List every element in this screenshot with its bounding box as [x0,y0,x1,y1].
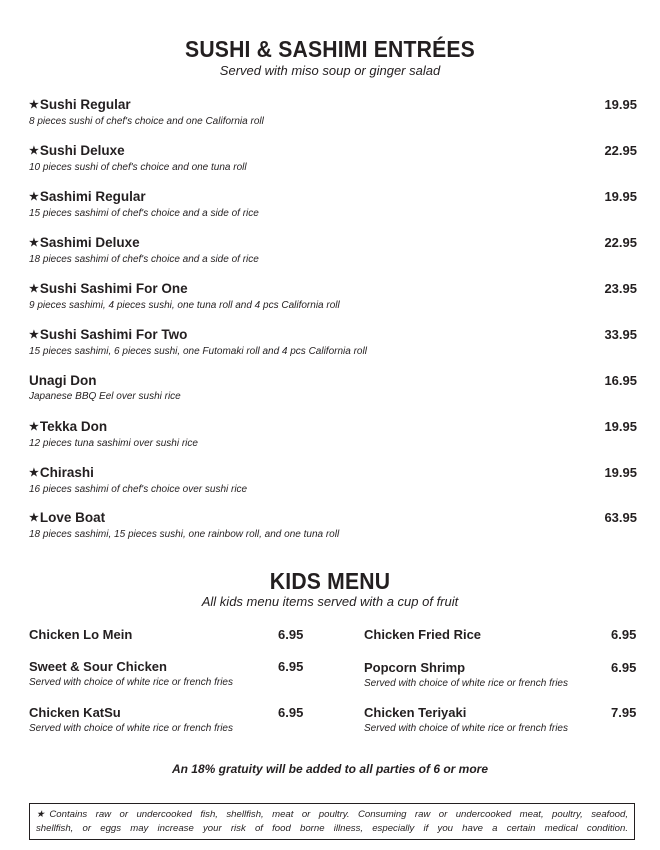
kids-item-description: Served with choice of white rice or french fries [364,723,568,734]
kids-item-name: Popcorn Shrimp [364,660,466,675]
kids-item-price: 6.95 [278,627,304,642]
kids-item-price: 7.95 [611,705,637,720]
menu-item-name: ★Sushi Sashimi For One [29,281,188,296]
menu-item-price: 63.95 [604,510,637,525]
menu-item-price: 23.95 [604,281,637,296]
star-icon: ★ [29,329,39,341]
kids-item-price: 6.95 [611,660,637,675]
menu-item [29,465,637,496]
menu-item [29,97,637,128]
menu-item [29,189,637,220]
menu-item-price: 22.95 [604,235,637,250]
star-icon: ★ [29,512,39,524]
menu-item-description: 15 pieces sashimi, 6 pieces sushi, one Futomaki roll and 4 pcs California roll [29,346,367,357]
star-icon: ★ [29,99,39,111]
gratuity-note: An 18% gratuity will be added to all parties of 6 or more [171,762,489,776]
raw-food-disclaimer [29,803,635,840]
menu-item-description: 8 pieces sushi of chef's choice and one California roll [29,116,264,127]
star-icon: ★ [29,145,39,157]
menu-item-price: 19.95 [604,419,637,434]
kids-item-description: Served with choice of white rice or french fries [29,723,233,734]
kids-menu-item [29,627,132,643]
kids-item-price: 6.95 [278,659,304,674]
star-icon: ★ [29,237,39,249]
kids-menu-item [29,659,233,689]
kids-item-name: Chicken Teriyaki [364,705,467,720]
sushi-section-title: SUSHI & SASHIMI ENTRÉES [185,36,475,62]
star-icon: ★ [36,809,50,820]
menu-item-name: ★Sushi Deluxe [29,143,125,158]
menu-item [29,327,637,358]
disclaimer-line: ★Contains raw or undercooked fish, shellfish, meat or poultry. Consuming raw or undercooked meat, poultry, seafood, [36,809,628,820]
menu-item-description: 10 pieces sushi of chef's choice and one tuna roll [29,162,247,173]
menu-item-description: 9 pieces sashimi, 4 pieces sushi, one tuna roll and 4 pcs California roll [29,300,340,311]
menu-item [29,143,637,174]
menu-item [29,510,637,541]
menu-item [29,373,637,403]
menu-item-description: Japanese BBQ Eel over sushi rice [29,391,181,402]
kids-menu-item [364,705,568,735]
menu-item-price: 19.95 [604,189,637,204]
kids-menu-item [29,705,233,735]
kids-item-price: 6.95 [278,705,304,720]
menu-item-name: ★Sushi Regular [29,97,131,112]
menu-item-name: ★Love Boat [29,510,106,525]
menu-item-name: ★Sashimi Regular [29,189,146,204]
menu-item-description: 12 pieces tuna sashimi over sushi rice [29,438,198,449]
menu-item-name: ★Chirashi [29,465,94,480]
star-icon: ★ [29,283,39,295]
disclaimer-line: shellfish, or eggs may increase your risk of food borne illness, especially if you have a certain medical condition. [36,823,628,834]
menu-item-description: 15 pieces sashimi of chef's choice and a side of rice [29,208,259,219]
menu-item [29,419,637,450]
menu-item-name: ★Sashimi Deluxe [29,235,140,250]
sushi-section-subtitle: Served with miso soup or ginger salad [219,63,441,78]
kids-item-price: 6.95 [611,627,637,642]
menu-item-description: 16 pieces sashimi of chef's choice over sushi rice [29,484,248,495]
menu-item-price: 33.95 [604,327,637,342]
star-icon: ★ [29,467,39,479]
kids-section-title: KIDS MENU [269,568,391,594]
kids-item-name: Chicken KatSu [29,705,121,720]
kids-item-name: Chicken Fried Rice [364,627,482,642]
kids-item-description: Served with choice of white rice or french fries [364,678,568,689]
menu-item [29,281,637,312]
menu-item-description: 18 pieces sashimi of chef's choice and a side of rice [29,254,259,265]
menu-item-description: 18 pieces sashimi, 15 pieces sushi, one rainbow roll, and one tuna roll [29,529,340,540]
menu-item-name: ★Tekka Don [29,419,108,434]
menu-item-price: 16.95 [604,373,637,388]
kids-item-name: Sweet & Sour Chicken [29,659,167,674]
menu-item-price: 19.95 [604,465,637,480]
menu-item-name: ★Sushi Sashimi For Two [29,327,188,342]
menu-item-price: 22.95 [604,143,637,158]
kids-menu-item [364,627,481,643]
kids-section-subtitle: All kids menu items served with a cup of fruit [201,594,459,609]
kids-item-description: Served with choice of white rice or french fries [29,677,233,688]
kids-menu-item [364,660,568,690]
menu-item [29,235,637,266]
star-icon: ★ [29,421,39,433]
kids-item-name: Chicken Lo Mein [29,627,133,642]
menu-item-price: 19.95 [604,97,637,112]
star-icon: ★ [29,191,39,203]
menu-item-name: Unagi Don [29,373,97,388]
